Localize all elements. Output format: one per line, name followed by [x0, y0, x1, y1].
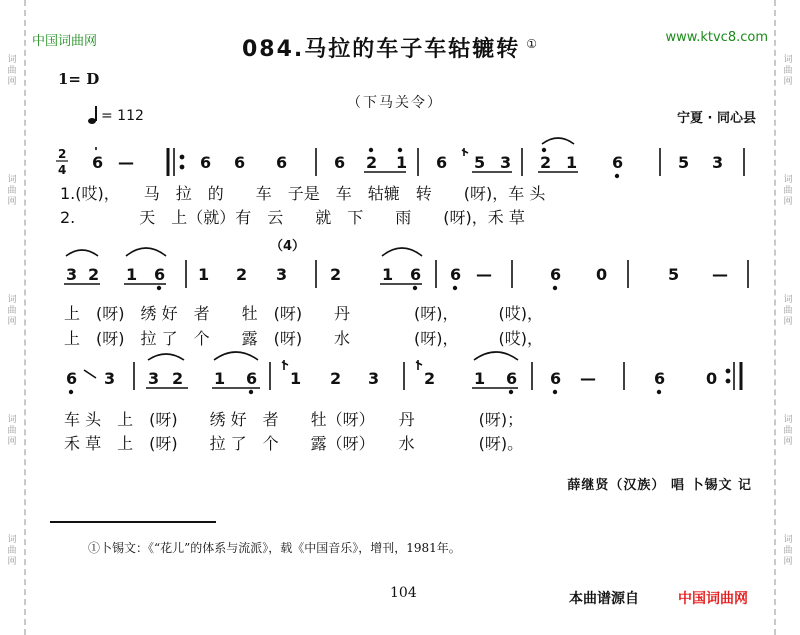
source-site-link[interactable]: 中国词曲网 [678, 591, 748, 607]
note: 2 [330, 369, 342, 388]
note: 2 [540, 153, 552, 172]
song-region: 宁夏 · 同心县 [677, 111, 756, 126]
site-url[interactable]: www.ktvc8.com [665, 30, 768, 45]
note: 1 [198, 265, 210, 284]
time-signature-bottom: 4 [58, 163, 67, 177]
note: — [712, 265, 728, 284]
note: 2 [172, 369, 184, 388]
site-name[interactable]: 中国词曲网 [32, 34, 98, 49]
note: — [580, 369, 596, 388]
note: 6 [410, 265, 422, 284]
row3-marks [70, 352, 741, 393]
row2-marks [64, 248, 748, 289]
note: 1 [290, 369, 302, 388]
watermark-text: 词 曲 网 [783, 55, 793, 87]
watermark-text: 词 曲 网 [783, 175, 793, 207]
note: 3 [104, 369, 116, 388]
note: 3 [66, 265, 78, 284]
footnote-divider [50, 521, 216, 523]
note: 6 [66, 369, 78, 388]
tempo-value: = 112 [101, 108, 144, 124]
source-label: 本曲谱源自 [569, 591, 639, 607]
note: 2 [236, 265, 248, 284]
note: 6 [550, 265, 562, 284]
watermark-text: 词 曲 网 [7, 415, 17, 447]
note: 6 [334, 153, 346, 172]
note: 6 [276, 153, 288, 172]
note: 6 [200, 153, 212, 172]
watermark-text: 词 曲 网 [783, 295, 793, 327]
footnote: ①卜锡文：《“花儿”的体系与流派》，载《中国音乐》，增刊，1981年。 [88, 541, 461, 555]
note: 2 [366, 153, 378, 172]
note: 6 [654, 369, 666, 388]
note: 2 [330, 265, 342, 284]
note: 3 [712, 153, 724, 172]
note: — [118, 153, 134, 172]
watermark-text: 词 曲 网 [7, 535, 17, 567]
note: 1 [474, 369, 486, 388]
page-number: 104 [390, 585, 417, 601]
note: 5 [678, 153, 690, 172]
note: 6 [154, 265, 166, 284]
note: 3 [276, 265, 288, 284]
lyric-line: 上 (呀) 绣 好 者 牡 (呀) 丹 (呀)， (哎)， [64, 304, 544, 323]
lyric-line: 上 (呀) 拉 了 个 露 (呀) 水 (呀)， (哎)， [64, 329, 544, 348]
note: 5 [668, 265, 680, 284]
note: 3 [500, 153, 512, 172]
note: 6 [246, 369, 258, 388]
note: 5 [474, 153, 486, 172]
watermark-text: 词 曲 网 [783, 415, 793, 447]
note: 1 [214, 369, 226, 388]
note: 6 [234, 153, 246, 172]
note: 1 [126, 265, 138, 284]
note: 6 [436, 153, 448, 172]
watermark-text: 词 曲 网 [7, 295, 17, 327]
note: 6 [92, 153, 104, 172]
row3-notes [66, 369, 717, 388]
note: 1 [566, 153, 578, 172]
note: 6 [506, 369, 518, 388]
lyric-line: 禾 草 上 (呀) 拉 了 个 露（呀） 水 (呀)。 [64, 434, 524, 453]
watermark-text: 词 曲 网 [783, 535, 793, 567]
lyric-line: 1.(哎)， 马 拉 的 车 子是 车 轱辘 转 (呀)，车 头 [60, 184, 546, 203]
note: 6 [550, 369, 562, 388]
note: 0 [706, 369, 718, 388]
note: 0 [596, 265, 608, 284]
note: 1 [382, 265, 394, 284]
note: 6 [612, 153, 624, 172]
note: — [476, 265, 492, 284]
lyric-line: 2. 天 上（就）有 云 就 下 雨 (呀)，禾 草 [60, 208, 525, 227]
note: 2 [88, 265, 100, 284]
note: 6 [450, 265, 462, 284]
performer-credit: 薛继贤（汉族） 唱 卜锡文 记 [567, 478, 752, 493]
note: 2 [424, 369, 436, 388]
song-title-text: 084.马拉的车子车轱辘转 [242, 37, 521, 62]
note: 3 [368, 369, 380, 388]
bar-number: （4） [270, 239, 306, 254]
song-subtitle: （下马关令） [347, 95, 443, 111]
note: 3 [148, 369, 160, 388]
watermark-text: 词 曲 网 [7, 175, 17, 207]
key-signature: 1= D [58, 70, 100, 88]
note: 1 [396, 153, 408, 172]
row1-notes [92, 153, 723, 172]
footnote-mark: ① [526, 37, 540, 51]
time-signature-top: 2 [58, 147, 67, 161]
lyric-line: 车 头 上 (呀) 绣 好 者 牡（呀） 丹 (呀)； [64, 410, 524, 429]
row1-marks [96, 138, 744, 177]
watermark-text: 词 曲 网 [7, 55, 17, 87]
